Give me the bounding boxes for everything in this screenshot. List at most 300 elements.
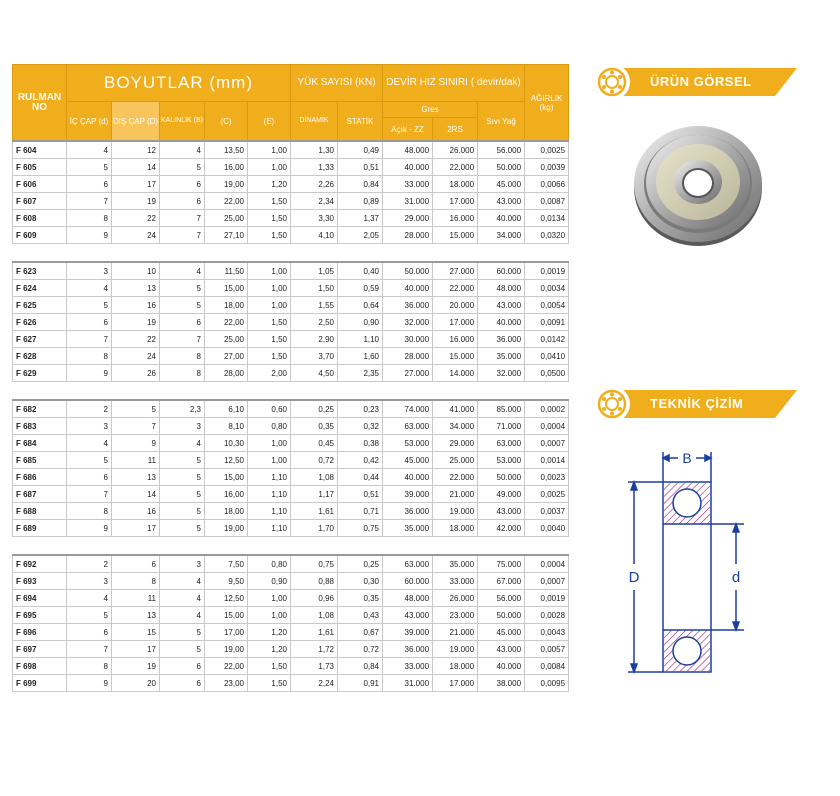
table-cell: 45.000 [383, 452, 433, 469]
table-cell: 5 [160, 624, 205, 641]
product-image-title: ÜRÜN GÖRSEL [650, 74, 752, 89]
table-cell: 17.000 [433, 675, 478, 692]
table-row [13, 400, 569, 418]
table-cell: 1,55 [291, 297, 338, 314]
bearing-photo [628, 112, 768, 252]
bearing-code-cell: F 692 [13, 555, 67, 573]
table-cell: 1,33 [291, 159, 338, 176]
table-row [13, 365, 569, 382]
table-cell: 6 [160, 176, 205, 193]
table-cell: 53.000 [478, 452, 525, 469]
table-cell: 5 [160, 297, 205, 314]
table-cell: 0,44 [338, 469, 383, 486]
table-cell: 17.000 [433, 314, 478, 331]
table-cell: 22.000 [433, 280, 478, 297]
table-cell: 19.000 [433, 503, 478, 520]
header-2rs: 2RS [433, 118, 478, 142]
table-cell: 33.000 [433, 573, 478, 590]
table-cell: 31.000 [383, 193, 433, 210]
table-cell: 0,84 [338, 658, 383, 675]
table-cell: 39.000 [383, 486, 433, 503]
bearing-code-cell: F 696 [13, 624, 67, 641]
table-row [13, 486, 569, 503]
bearing-code-cell: F 687 [13, 486, 67, 503]
table-cell: 7,50 [205, 555, 248, 573]
table-cell: 17 [112, 176, 160, 193]
table-group [13, 537, 569, 692]
table-row [13, 176, 569, 193]
table-cell: 40.000 [478, 314, 525, 331]
table-cell: 1,10 [338, 331, 383, 348]
table-cell: 18,00 [205, 297, 248, 314]
bearing-code-cell: F 695 [13, 607, 67, 624]
table-cell: 28,00 [205, 365, 248, 382]
table-cell: 27,10 [205, 227, 248, 244]
table-cell: 0,59 [338, 280, 383, 297]
table-cell: 2,05 [338, 227, 383, 244]
table-cell: 16.000 [433, 210, 478, 227]
table-cell: 50.000 [478, 469, 525, 486]
table-cell: 63.000 [478, 435, 525, 452]
bearing-code-cell: F 683 [13, 418, 67, 435]
table-cell: 0,0039 [525, 159, 569, 176]
table-row [13, 555, 569, 573]
table-cell: 25,00 [205, 331, 248, 348]
header-dis-cap: DIŞ ÇAP (D) [112, 102, 160, 142]
table-cell: 16 [112, 503, 160, 520]
table-cell: 40.000 [383, 159, 433, 176]
table-group [13, 141, 569, 244]
table-cell: 5 [160, 452, 205, 469]
table-row [13, 641, 569, 658]
table-cell: 15,00 [205, 469, 248, 486]
table-cell: 36.000 [383, 297, 433, 314]
table-cell: 15 [112, 624, 160, 641]
table-cell: 32.000 [478, 365, 525, 382]
table-cell: 15,00 [205, 607, 248, 624]
table-cell: 1,50 [291, 280, 338, 297]
table-cell: 12,50 [205, 452, 248, 469]
table-cell: 39.000 [383, 624, 433, 641]
table-cell: 17.000 [433, 193, 478, 210]
table-cell: 1,00 [248, 159, 291, 176]
table-cell: 49.000 [478, 486, 525, 503]
table-cell: 4 [67, 280, 112, 297]
table-cell: 27.000 [433, 262, 478, 280]
header-acik-zz: Açık - ZZ [383, 118, 433, 142]
table-cell: 1,10 [248, 520, 291, 537]
table-cell: 0,89 [338, 193, 383, 210]
table-cell: 0,0007 [525, 435, 569, 452]
table-cell: 1,30 [291, 141, 338, 159]
table-cell: 1,50 [248, 210, 291, 227]
table-cell: 1,00 [248, 297, 291, 314]
table-cell: 85.000 [478, 400, 525, 418]
header-rulman-no: RULMAN NO [13, 65, 67, 142]
table-cell: 0,64 [338, 297, 383, 314]
technical-drawing-title: TEKNİK ÇİZİM [650, 396, 744, 411]
table-cell: 1,00 [248, 452, 291, 469]
table-cell: 0,0002 [525, 400, 569, 418]
table-cell: 1,73 [291, 658, 338, 675]
table-cell: 0,0004 [525, 555, 569, 573]
table-cell: 0,67 [338, 624, 383, 641]
table-cell: 0,0034 [525, 280, 569, 297]
table-cell: 16,00 [205, 486, 248, 503]
table-cell: 42.000 [478, 520, 525, 537]
table-cell: 15,00 [205, 280, 248, 297]
table-cell: 1,61 [291, 503, 338, 520]
table-cell: 1,72 [291, 641, 338, 658]
table-cell: 6 [160, 658, 205, 675]
table-cell: 1,10 [248, 503, 291, 520]
table-row [13, 314, 569, 331]
table-cell: 3 [160, 418, 205, 435]
table-cell: 0,35 [291, 418, 338, 435]
table-cell: 22 [112, 210, 160, 227]
table-row [13, 193, 569, 210]
table-cell: 45.000 [478, 624, 525, 641]
bearing-code-cell: F 625 [13, 297, 67, 314]
table-cell: 0,0134 [525, 210, 569, 227]
table-cell: 6 [67, 624, 112, 641]
table-cell: 0,0004 [525, 418, 569, 435]
bearing-code-cell: F 607 [13, 193, 67, 210]
table-cell: 0,43 [338, 607, 383, 624]
table-cell: 0,80 [248, 418, 291, 435]
header-ic-cap: İÇ ÇAP (d) [67, 102, 112, 142]
table-cell: 24 [112, 348, 160, 365]
table-cell: 12 [112, 141, 160, 159]
table-cell: 1,08 [291, 607, 338, 624]
table-cell: 8 [67, 210, 112, 227]
table-cell: 36.000 [383, 503, 433, 520]
table-cell: 2,24 [291, 675, 338, 692]
table-cell: 18,00 [205, 503, 248, 520]
table-group [13, 244, 569, 382]
table-cell: 4 [160, 262, 205, 280]
table-cell: 3 [67, 418, 112, 435]
table-cell: 36.000 [478, 331, 525, 348]
table-cell: 27.000 [383, 365, 433, 382]
table-cell: 14 [112, 486, 160, 503]
table-cell: 5 [67, 159, 112, 176]
table-cell: 5 [112, 400, 160, 418]
table-cell: 18.000 [433, 520, 478, 537]
table-row [13, 573, 569, 590]
table-cell: 0,91 [338, 675, 383, 692]
table-row [13, 210, 569, 227]
bearing-code-cell: F 605 [13, 159, 67, 176]
table-cell: 1,60 [338, 348, 383, 365]
table-cell: 0,0091 [525, 314, 569, 331]
bearing-code-cell: F 697 [13, 641, 67, 658]
table-cell: 1,00 [248, 262, 291, 280]
header-boyutlar: BOYUTLAR (mm) [67, 65, 291, 102]
table-cell: 20.000 [433, 297, 478, 314]
table-cell: 1,50 [248, 227, 291, 244]
table-cell: 5 [160, 503, 205, 520]
table-cell: 1,10 [248, 486, 291, 503]
table-cell: 0,0142 [525, 331, 569, 348]
table-cell: 21.000 [433, 624, 478, 641]
table-cell: 0,0014 [525, 452, 569, 469]
table-row [13, 658, 569, 675]
table-cell: 13,50 [205, 141, 248, 159]
table-cell: 5 [160, 469, 205, 486]
table-cell: 2,34 [291, 193, 338, 210]
bearing-code-cell: F 623 [13, 262, 67, 280]
table-cell: 6 [67, 176, 112, 193]
table-cell: 1,50 [248, 331, 291, 348]
bearing-code-cell: F 609 [13, 227, 67, 244]
table-cell: 1,70 [291, 520, 338, 537]
table-cell: 7 [67, 331, 112, 348]
table-row [13, 590, 569, 607]
bearing-code-cell: F 624 [13, 280, 67, 297]
table-cell: 6,10 [205, 400, 248, 418]
bearing-code-cell: F 684 [13, 435, 67, 452]
table-cell: 0,80 [248, 555, 291, 573]
group-spacer [13, 244, 569, 263]
table-cell: 23.000 [433, 607, 478, 624]
bearing-code-cell: F 698 [13, 658, 67, 675]
table-cell: 0,51 [338, 486, 383, 503]
table-cell: 3 [67, 573, 112, 590]
table-row [13, 675, 569, 692]
table-cell: 48.000 [383, 590, 433, 607]
table-cell: 14 [112, 159, 160, 176]
table-cell: 9 [112, 435, 160, 452]
table-cell: 21.000 [433, 486, 478, 503]
table-cell: 17 [112, 520, 160, 537]
table-cell: 5 [67, 452, 112, 469]
bearing-code-cell: F 626 [13, 314, 67, 331]
table-cell: 8 [67, 503, 112, 520]
table-cell: 1,37 [338, 210, 383, 227]
table-cell: 6 [112, 555, 160, 573]
table-cell: 5 [160, 641, 205, 658]
table-cell: 0,84 [338, 176, 383, 193]
table-cell: 13 [112, 607, 160, 624]
table-cell: 1,20 [248, 624, 291, 641]
table-cell: 33.000 [383, 658, 433, 675]
table-cell: 35.000 [383, 520, 433, 537]
table-cell: 19,00 [205, 641, 248, 658]
table-row [13, 503, 569, 520]
table-cell: 0,42 [338, 452, 383, 469]
bearing-code-cell: F 604 [13, 141, 67, 159]
table-cell: 0,0037 [525, 503, 569, 520]
table-cell: 19,00 [205, 176, 248, 193]
table-cell: 3 [67, 262, 112, 280]
table-cell: 7 [67, 193, 112, 210]
table-cell: 4 [160, 590, 205, 607]
table-cell: 63.000 [383, 555, 433, 573]
table-cell: 67.000 [478, 573, 525, 590]
table-cell: 0,0019 [525, 590, 569, 607]
table-cell: 1,50 [248, 675, 291, 692]
table-row [13, 520, 569, 537]
table-cell: 7 [160, 227, 205, 244]
table-row [13, 262, 569, 280]
table-cell: 9 [67, 520, 112, 537]
table-row [13, 331, 569, 348]
table-cell: 43.000 [383, 607, 433, 624]
table-cell: 11 [112, 452, 160, 469]
table-cell: 0,0057 [525, 641, 569, 658]
table-cell: 0,75 [291, 555, 338, 573]
table-cell: 6 [160, 193, 205, 210]
table-cell: 1,08 [291, 469, 338, 486]
table-cell: 0,0087 [525, 193, 569, 210]
table-cell: 9 [67, 675, 112, 692]
table-cell: 43.000 [478, 641, 525, 658]
table-cell: 5 [67, 297, 112, 314]
table-cell: 48.000 [478, 280, 525, 297]
product-image-badge [594, 64, 799, 100]
table-cell: 26.000 [433, 590, 478, 607]
table-cell: 34.000 [433, 418, 478, 435]
table-cell: 22,00 [205, 658, 248, 675]
table-row [13, 469, 569, 486]
table-cell: 2,26 [291, 176, 338, 193]
table-cell: 0,0043 [525, 624, 569, 641]
table-cell: 50.000 [383, 262, 433, 280]
technical-drawing [614, 440, 764, 680]
table-cell: 43.000 [478, 503, 525, 520]
table-cell: 31.000 [383, 675, 433, 692]
table-cell: 0,0410 [525, 348, 569, 365]
table-row [13, 607, 569, 624]
table-cell: 1,20 [248, 176, 291, 193]
table-cell: 0,35 [338, 590, 383, 607]
table-cell: 5 [160, 280, 205, 297]
table-cell: 18.000 [433, 176, 478, 193]
header-gres: Gres [383, 102, 478, 118]
table-cell: 0,90 [248, 573, 291, 590]
table-cell: 8 [160, 348, 205, 365]
bearing-code-cell: F 694 [13, 590, 67, 607]
table-cell: 7 [67, 641, 112, 658]
bearing-code-cell: F 608 [13, 210, 67, 227]
table-cell: 50.000 [478, 607, 525, 624]
table-cell: 0,71 [338, 503, 383, 520]
header-e: (E) [248, 102, 291, 142]
table-cell: 0,0019 [525, 262, 569, 280]
table-cell: 3,30 [291, 210, 338, 227]
table-cell: 0,0025 [525, 486, 569, 503]
group-spacer [13, 537, 569, 556]
table-cell: 28.000 [383, 227, 433, 244]
table-row [13, 141, 569, 159]
table-row [13, 280, 569, 297]
table-cell: 8,10 [205, 418, 248, 435]
table-cell: 2,90 [291, 331, 338, 348]
table-cell: 63.000 [383, 418, 433, 435]
bearing-code-cell: F 693 [13, 573, 67, 590]
table-cell: 9,50 [205, 573, 248, 590]
table-row [13, 348, 569, 365]
header-c: (C) [205, 102, 248, 142]
table-cell: 1,05 [291, 262, 338, 280]
bearing-code-cell: F 627 [13, 331, 67, 348]
table-cell: 0,45 [291, 435, 338, 452]
table-row [13, 452, 569, 469]
table-cell: 56.000 [478, 590, 525, 607]
table-cell: 33.000 [383, 176, 433, 193]
header-yuk-sayisi: YÜK SAYISI (KN) [291, 65, 383, 102]
table-cell: 3 [160, 555, 205, 573]
table-cell: 22.000 [433, 469, 478, 486]
table-cell: 0,0023 [525, 469, 569, 486]
table-cell: 1,10 [248, 469, 291, 486]
header-kalinlik: KALINLIK (B) [160, 102, 205, 142]
table-cell: 0,49 [338, 141, 383, 159]
table-cell: 4 [160, 607, 205, 624]
outer-diameter-label: D [628, 569, 640, 586]
table-cell: 71.000 [478, 418, 525, 435]
table-cell: 53.000 [383, 435, 433, 452]
table-cell: 0,51 [338, 159, 383, 176]
table-cell: 25.000 [433, 452, 478, 469]
table-cell: 0,38 [338, 435, 383, 452]
table-cell: 60.000 [383, 573, 433, 590]
table-cell: 0,72 [338, 641, 383, 658]
table-cell: 30.000 [383, 331, 433, 348]
table-cell: 1,17 [291, 486, 338, 503]
table-cell: 4,50 [291, 365, 338, 382]
table-cell: 43.000 [478, 193, 525, 210]
table-row [13, 624, 569, 641]
table-cell: 8 [112, 573, 160, 590]
bearing-code-cell: F 685 [13, 452, 67, 469]
bearing-code-cell: F 606 [13, 176, 67, 193]
table-cell: 1,20 [248, 641, 291, 658]
table-cell: 22.000 [433, 159, 478, 176]
table-cell: 18.000 [433, 658, 478, 675]
bearing-icon [594, 64, 630, 100]
table-cell: 15.000 [433, 227, 478, 244]
table-cell: 24 [112, 227, 160, 244]
table-cell: 41.000 [433, 400, 478, 418]
table-cell: 5 [67, 607, 112, 624]
table-cell: 0,0054 [525, 297, 569, 314]
table-cell: 1,50 [248, 658, 291, 675]
table-cell: 17 [112, 641, 160, 658]
table-cell: 1,00 [248, 607, 291, 624]
table-cell: 15.000 [433, 348, 478, 365]
table-cell: 3,70 [291, 348, 338, 365]
table-cell: 14.000 [433, 365, 478, 382]
table-cell: 1,00 [248, 590, 291, 607]
table-cell: 36.000 [383, 641, 433, 658]
table-cell: 2 [67, 555, 112, 573]
table-cell: 40.000 [383, 280, 433, 297]
table-cell: 20 [112, 675, 160, 692]
table-cell: 23,00 [205, 675, 248, 692]
table-cell: 22,00 [205, 193, 248, 210]
table-cell: 19 [112, 193, 160, 210]
bearing-code-cell: F 629 [13, 365, 67, 382]
table-cell: 11,50 [205, 262, 248, 280]
table-cell: 19 [112, 314, 160, 331]
table-cell: 13 [112, 469, 160, 486]
table-cell: 43.000 [478, 297, 525, 314]
table-cell: 0,0500 [525, 365, 569, 382]
table-cell: 9 [67, 227, 112, 244]
table-cell: 4 [67, 435, 112, 452]
